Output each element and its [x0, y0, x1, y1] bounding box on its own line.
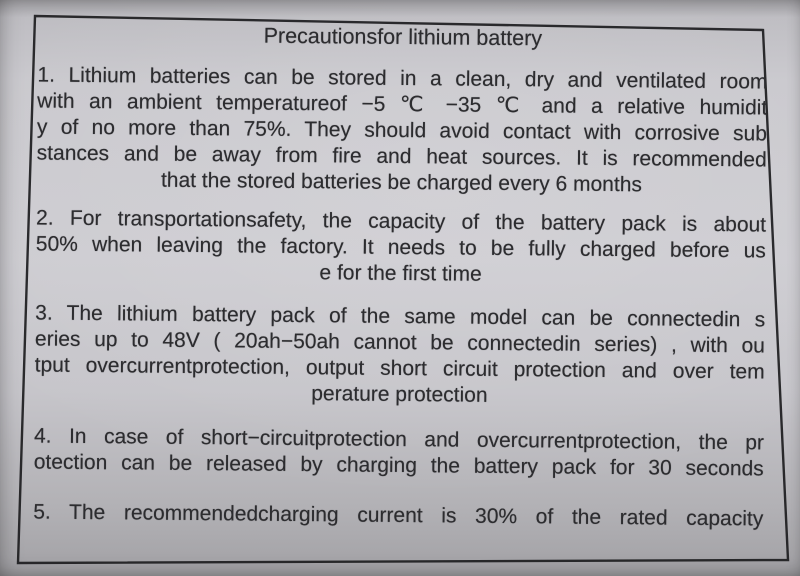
text-line: e for the first time [319, 261, 482, 286]
text-line: that the stored batteries be charged every 6 months [160, 168, 643, 197]
document-title: Precautionsfor lithium battery [263, 23, 543, 51]
text-line: stances and be away from fire and heat sources. It is recommended [36, 141, 767, 172]
text-line: eries up to 48V ( 20ah−50ah cannot be connectedin series) , with ou [34, 327, 766, 358]
text-line: 50% when leaving the factory. It needs to be fully charged before us [35, 232, 766, 263]
text-line: 1. Lithium batteries can be stored in a clean, dry and ventilated room [37, 63, 768, 94]
paragraph-3 [34, 300, 765, 411]
text-line: 4. In case of short−circuitprotection and overcurrentprotection, the pr [33, 424, 765, 455]
paragraph-4 [34, 423, 764, 482]
paragraph-1 [36, 62, 767, 199]
text-line: otection can be released by charging the battery pack for 30 seconds [33, 450, 764, 481]
text-line: 3. The lithium battery pack of the same model can be connectedin s [35, 301, 766, 332]
document-body [33, 20, 768, 532]
text-line: with an ambient temperatureof −5 ℃ −35 ℃ and a relative humidit [37, 89, 768, 120]
text-line: perature protection [311, 382, 488, 407]
text-line: y of no more than 75%. They should avoid contact with corrosive sub [36, 115, 768, 146]
paragraph-2 [35, 205, 766, 290]
text-line: 2. For transportationsafety, the capacity of the battery pack is about [36, 206, 767, 237]
text-line: tput overcurrentprotection, output short circuit protection and over tem [34, 353, 765, 384]
text-line: 5. The recommendedcharging current is 30% of the rated capacity [33, 500, 764, 531]
